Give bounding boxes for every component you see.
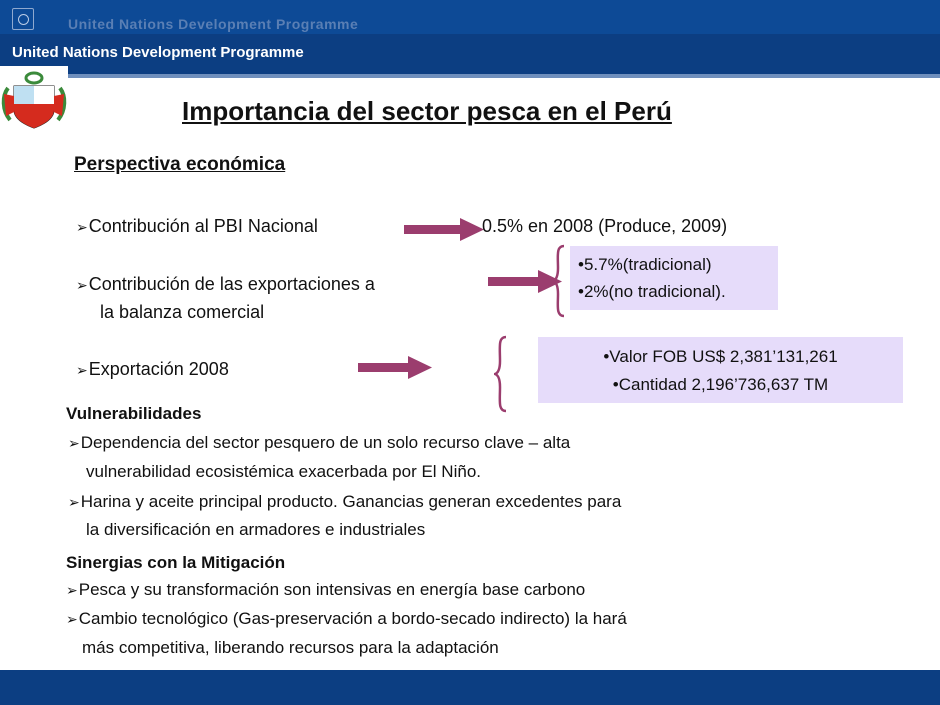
pbi-arrow-icon bbox=[404, 216, 486, 242]
vulnerabilidades-item-1-cont: vulnerabilidad ecosistémica exacerbada por El Niño. bbox=[86, 462, 481, 481]
pbi-row-label bbox=[76, 216, 318, 237]
export2008-arrow-icon bbox=[358, 354, 434, 380]
arrowhead-bullet-icon: ➢ bbox=[76, 277, 88, 293]
arrowhead-bullet-icon: ➢ bbox=[76, 219, 88, 235]
sinergias-item-2-cont: más competitiva, liberando recursos para la adaptación bbox=[82, 638, 499, 657]
header-divider bbox=[0, 74, 940, 78]
export2008-value-box bbox=[538, 337, 903, 403]
vulnerabilidades-item-2-cont: la diversificación en armadores e industriales bbox=[86, 520, 426, 539]
pbi-value: 0.5% en 2008 (Produce, 2009) bbox=[482, 216, 728, 236]
vulnerabilidades-item-1: ➢Dependencia del sector pesquero de un solo recurso clave – alta bbox=[68, 433, 571, 452]
exports-brace-icon bbox=[552, 244, 566, 318]
sinergias-heading: Sinergias con la Mitigación bbox=[66, 553, 286, 572]
arrowhead-bullet-icon: ➢ bbox=[76, 362, 88, 378]
peru-coat-of-arms-icon bbox=[0, 66, 68, 134]
exports-box-item: •2%(no tradicional). bbox=[578, 282, 726, 301]
exports-row-label bbox=[76, 274, 375, 295]
vulnerabilidades-item-2: ➢Harina y aceite principal producto. Ganancias generan excedentes para bbox=[68, 492, 622, 511]
header-bar bbox=[0, 0, 940, 78]
sinergias-item-2: ➢Cambio tecnológico (Gas-preservación a bordo-secado indirecto) la hará bbox=[66, 609, 627, 628]
export2008-row-label bbox=[76, 359, 229, 380]
pbi-label-text: Contribución al PBI Nacional bbox=[88, 216, 318, 236]
exports-label-line1: Contribución de las exportaciones a bbox=[88, 274, 375, 294]
slide-title: Importancia del sector pesca en el Perú bbox=[182, 96, 672, 126]
export2008-brace-icon bbox=[494, 335, 508, 413]
export2008-label-text: Exportación 2008 bbox=[88, 359, 229, 379]
export2008-box-item: •Valor FOB US$ 2,381’131,261 bbox=[603, 347, 838, 366]
exports-value-box bbox=[570, 246, 778, 310]
arrowhead-bullet-icon: ➢ bbox=[66, 611, 78, 627]
export2008-box-item: •Cantidad 2,196’736,637 TM bbox=[612, 375, 829, 394]
exports-box-item: •5.7%(tradicional) bbox=[578, 255, 712, 274]
footer-bar bbox=[0, 670, 940, 705]
section-subtitle: Perspectiva económica bbox=[74, 154, 286, 175]
arrowhead-bullet-icon: ➢ bbox=[66, 582, 78, 598]
arrowhead-bullet-icon: ➢ bbox=[68, 435, 80, 451]
un-emblem-icon bbox=[12, 8, 34, 30]
vulnerabilidades-heading: Vulnerabilidades bbox=[66, 404, 202, 423]
exports-label-line2: la balanza comercial bbox=[100, 302, 265, 322]
sinergias-item-1: ➢Pesca y su transformación son intensivas en energía base carbono bbox=[66, 580, 586, 599]
arrowhead-bullet-icon: ➢ bbox=[68, 494, 80, 510]
header-title: United Nations Development Programme bbox=[12, 44, 304, 61]
header-ghost-text: United Nations Development Programme bbox=[68, 16, 359, 32]
